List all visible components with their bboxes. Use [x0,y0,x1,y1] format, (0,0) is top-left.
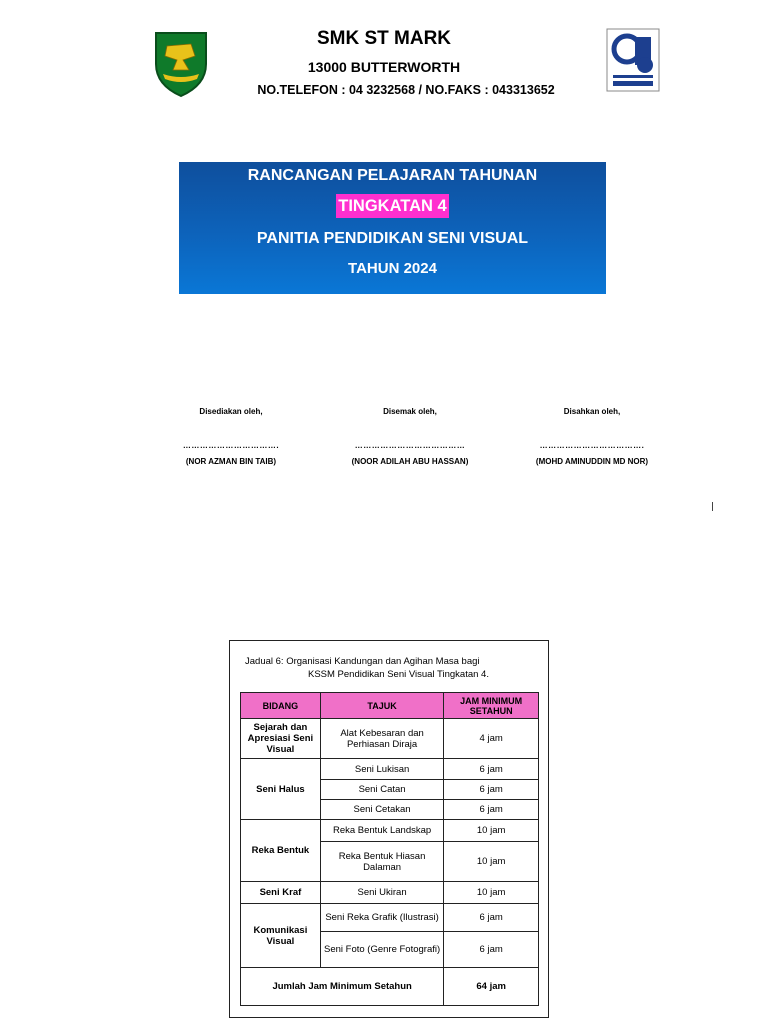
bidang-cell: Seni Halus [241,759,321,820]
table-caption [245,655,489,681]
tajuk-cell: Seni Cetakan [320,800,443,820]
school-address: 13000 BUTTERWORTH [307,59,461,75]
jam-cell: 6 jam [444,904,539,932]
jam-cell: 6 jam [444,780,539,800]
tajuk-cell: Alat Kebesaran dan Perhiasan Diraja [320,719,443,759]
jam-cell: 10 jam [444,842,539,882]
caption-line: KSSM Pendidikan Seni Visual Tingkatan 4. [308,669,489,680]
curriculum-table [240,692,539,1006]
header-bidang: BIDANG [241,693,321,719]
anniversary-emblem-logo [605,27,661,93]
tajuk-cell: Reka Bentuk Landskap [320,820,443,842]
jam-cell: 6 jam [444,932,539,968]
signature-role: Disahkan oleh, [563,407,621,416]
banner-committee: PANITIA PENDIDIKAN SENI VISUAL [256,230,529,247]
table-header-row [241,693,539,719]
header-jam: JAM MINIMUM SETAHUN [444,693,539,719]
text-cursor-mark [712,502,713,511]
bidang-cell: Seni Kraf [241,882,321,904]
signature-line: ……………………………. [182,441,280,450]
tajuk-cell: Seni Foto (Genre Fotografi) [320,932,443,968]
tajuk-cell: Seni Reka Grafik (Ilustrasi) [320,904,443,932]
tajuk-cell: Seni Ukiran [320,882,443,904]
tajuk-cell: Reka Bentuk Hiasan Dalaman [320,842,443,882]
total-label: Jumlah Jam Minimum Setahun [241,968,444,1006]
signature-name: (NOOR ADILAH ABU HASSAN) [351,457,469,466]
total-value: 64 jam [444,968,539,1006]
jam-cell: 10 jam [444,820,539,842]
jam-cell: 4 jam [444,719,539,759]
table-total-row [241,968,539,1006]
caption-line: Jadual 6: Organisasi Kandungan dan Agihan Masa bagi [245,656,480,667]
table-row [241,882,539,904]
title-banner [179,162,606,294]
table-row [241,904,539,932]
signature-line: ………………………………. [539,441,645,450]
tajuk-cell: Seni Lukisan [320,759,443,780]
banner-title: RANCANGAN PELAJARAN TAHUNAN [247,167,538,184]
school-name: SMK ST MARK [316,28,452,49]
bidang-cell: Komunikasi Visual [241,904,321,968]
table-row [241,820,539,842]
signature-name: (MOHD AMINUDDIN MD NOR) [535,457,649,466]
school-phone-fax: NO.TELEFON : 04 3232568 / NO.FAKS : 043313652 [257,83,555,97]
bidang-cell: Sejarah dan Apresiasi Seni Visual [241,719,321,759]
table-row [241,759,539,780]
banner-year: TAHUN 2024 [348,260,437,277]
signature-line: ………………………………… [354,441,466,450]
bidang-cell: Reka Bentuk [241,820,321,882]
table-row [241,719,539,759]
banner-form-highlight: TINGKATAN 4 [336,194,448,218]
jam-cell: 6 jam [444,800,539,820]
signature-name: (NOR AZMAN BIN TAIB) [185,457,277,466]
jam-cell: 10 jam [444,882,539,904]
tajuk-cell: Seni Catan [320,780,443,800]
signature-role: Disediakan oleh, [199,407,263,416]
jam-cell: 6 jam [444,759,539,780]
signature-role: Disemak oleh, [383,407,437,416]
header-tajuk: TAJUK [320,693,443,719]
